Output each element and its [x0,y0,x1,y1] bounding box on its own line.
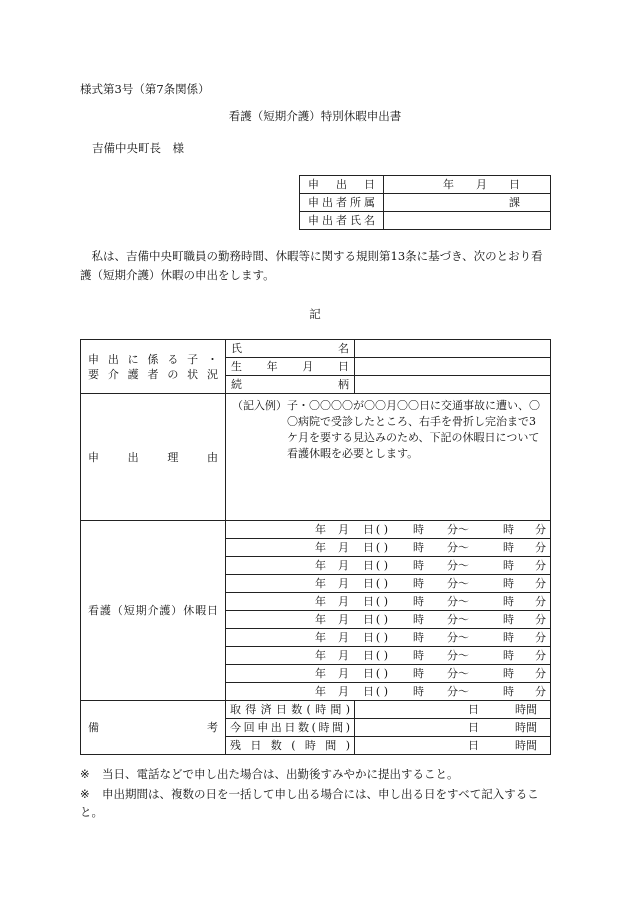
note-mark: ※ [80,767,90,781]
requester-name-label: 申出者氏名 [300,212,384,230]
form-number: 様式第3号（第7条関係） [80,82,210,96]
reason-example-text: 子・〇〇〇〇が〇〇月〇〇日に交通事故に遭い、〇〇病院で受診したところ、右手を骨折し完治まで3ケ月を要する見込みのため、下記の休暇日について看護休暇を必要とします。 [287,399,540,460]
remarks-label: 備考 [81,701,226,755]
leave-date-row[interactable] [226,521,551,539]
leave-date-day: 日 [363,595,374,608]
birth-date-label: 生年月日 [226,358,355,376]
leave-date-day: 日 [363,649,374,662]
requester-dept-field[interactable]: 課 [384,194,551,212]
leave-date-row[interactable] [226,557,551,575]
leave-date-hour2: 時 [503,613,514,626]
leave-detail-table [80,339,551,755]
leave-date-hour: 時 [413,577,424,590]
relation-field[interactable] [355,376,551,394]
leave-dates-label: 看護（短期介護）休暇日 [81,521,226,701]
leave-date-row[interactable] [226,611,551,629]
leave-date-hour: 時 [413,685,424,698]
leave-date-month: 月 [338,523,349,536]
relation-label: 続柄 [226,376,355,394]
leave-date-weekday: ( ) [375,631,388,644]
note-mark: ※ [80,787,90,801]
leave-date-year: 年 [315,523,326,536]
leave-date-minute-to: 分 [535,613,546,626]
leave-date-hour: 時 [413,667,424,680]
leave-date-minute-from: 分～ [447,559,469,572]
leave-date-year: 年 [315,667,326,680]
leave-date-row[interactable] [226,683,551,701]
request-info-table [299,175,551,230]
leave-date-weekday: ( ) [375,523,388,536]
leave-date-minute-to: 分 [535,523,546,536]
leave-date-minute-from: 分～ [447,649,469,662]
child-name-label: 氏名 [226,340,355,358]
leave-date-year: 年 [315,685,326,698]
request-statement: 私は、吉備中央町職員の勤務時間、休暇等に関する規則第13条に基づき、次のとおり看護（短期介護）休暇の申出をします。 [80,249,543,282]
requester-dept-label: 申出者所属 [300,194,384,212]
remarks-row-value[interactable]: 日 時間 [355,719,551,737]
leave-date-minute-to: 分 [535,667,546,680]
child-name-field[interactable] [355,340,551,358]
leave-date-row[interactable] [226,593,551,611]
remarks-row-value[interactable]: 日 時間 [355,701,551,719]
leave-date-year: 年 [315,595,326,608]
leave-date-month: 月 [338,631,349,644]
leave-date-year: 年 [315,577,326,590]
leave-date-minute-to: 分 [535,685,546,698]
leave-date-weekday: ( ) [375,649,388,662]
leave-date-weekday: ( ) [375,685,388,698]
leave-date-hour2: 時 [503,649,514,662]
leave-date-hour: 時 [413,631,424,644]
ki-heading: 記 [309,307,321,321]
status-label-line1: 申出に係る子・ [88,352,218,366]
leave-date-day: 日 [363,685,374,698]
leave-date-minute-to: 分 [535,631,546,644]
leave-date-hour2: 時 [503,541,514,554]
leave-date-weekday: ( ) [375,595,388,608]
reason-field[interactable] [226,394,551,521]
document-title: 看護（短期介護）特別休暇申出書 [228,109,402,123]
leave-date-year: 年 [315,559,326,572]
leave-date-day: 日 [363,559,374,572]
leave-date-month: 月 [338,541,349,554]
leave-date-year: 年 [315,541,326,554]
status-label [81,340,226,394]
leave-date-hour: 時 [413,649,424,662]
birth-date-field[interactable] [355,358,551,376]
leave-date-weekday: ( ) [375,667,388,680]
leave-date-hour2: 時 [503,559,514,572]
leave-date-minute-from: 分～ [447,577,469,590]
leave-date-month: 月 [338,595,349,608]
reason-example-prefix: （記入例） [232,399,287,412]
request-date-value[interactable]: 年 月 日 [384,176,551,194]
note-1 [80,765,550,783]
leave-date-minute-from: 分～ [447,613,469,626]
leave-date-minute-from: 分～ [447,595,469,608]
leave-date-year: 年 [315,613,326,626]
leave-date-year: 年 [315,649,326,662]
leave-date-year: 年 [315,631,326,644]
leave-date-minute-from: 分～ [447,667,469,680]
leave-date-weekday: ( ) [375,541,388,554]
leave-date-minute-from: 分～ [447,523,469,536]
leave-date-minute-to: 分 [535,595,546,608]
leave-date-day: 日 [363,613,374,626]
leave-date-hour2: 時 [503,523,514,536]
leave-date-day: 日 [363,523,374,536]
leave-date-minute-from: 分～ [447,685,469,698]
leave-date-hour: 時 [413,595,424,608]
note-text: 申出期間は、複数の日を一括して申し出る場合には、申し出る日をすべて記入すること。 [80,787,539,819]
leave-date-day: 日 [363,577,374,590]
leave-date-row[interactable] [226,575,551,593]
leave-date-hour: 時 [413,541,424,554]
leave-date-row[interactable] [226,647,551,665]
note-2 [80,785,550,821]
remarks-row-label: 取得済日数(時間) [226,701,355,719]
leave-date-hour2: 時 [503,631,514,644]
leave-date-row[interactable] [226,629,551,647]
requester-name-field[interactable] [384,212,551,230]
leave-date-minute-to: 分 [535,541,546,554]
leave-date-hour2: 時 [503,577,514,590]
leave-date-minute-from: 分～ [447,541,469,554]
leave-date-weekday: ( ) [375,613,388,626]
status-label-line2: 要介護者の状況 [88,367,218,381]
leave-date-minute-to: 分 [535,649,546,662]
addressee: 吉備中央町長 様 [92,141,184,155]
leave-date-row[interactable] [226,665,551,683]
leave-date-weekday: ( ) [375,559,388,572]
leave-date-day: 日 [363,667,374,680]
leave-date-month: 月 [338,577,349,590]
leave-date-row[interactable] [226,539,551,557]
leave-date-day: 日 [363,541,374,554]
leave-date-hour: 時 [413,523,424,536]
request-date-label: 申出日 [300,176,384,194]
leave-date-month: 月 [338,613,349,626]
reason-label: 申出理由 [81,394,226,521]
leave-date-hour: 時 [413,613,424,626]
leave-date-month: 月 [338,559,349,572]
leave-date-weekday: ( ) [375,577,388,590]
note-text: 当日、電話などで申し出た場合は、出勤後すみやかに提出すること。 [102,767,459,781]
leave-date-hour2: 時 [503,685,514,698]
remarks-row-label: 残日数(時間) [226,737,355,755]
leave-date-hour2: 時 [503,667,514,680]
remarks-row-label: 今回申出日数(時間) [226,719,355,737]
leave-date-minute-from: 分～ [447,631,469,644]
leave-date-minute-to: 分 [535,577,546,590]
leave-date-month: 月 [338,667,349,680]
leave-date-month: 月 [338,685,349,698]
leave-date-month: 月 [338,649,349,662]
leave-date-minute-to: 分 [535,559,546,572]
leave-date-hour2: 時 [503,595,514,608]
leave-date-day: 日 [363,631,374,644]
remarks-row-value[interactable]: 日 時間 [355,737,551,755]
leave-date-hour: 時 [413,559,424,572]
